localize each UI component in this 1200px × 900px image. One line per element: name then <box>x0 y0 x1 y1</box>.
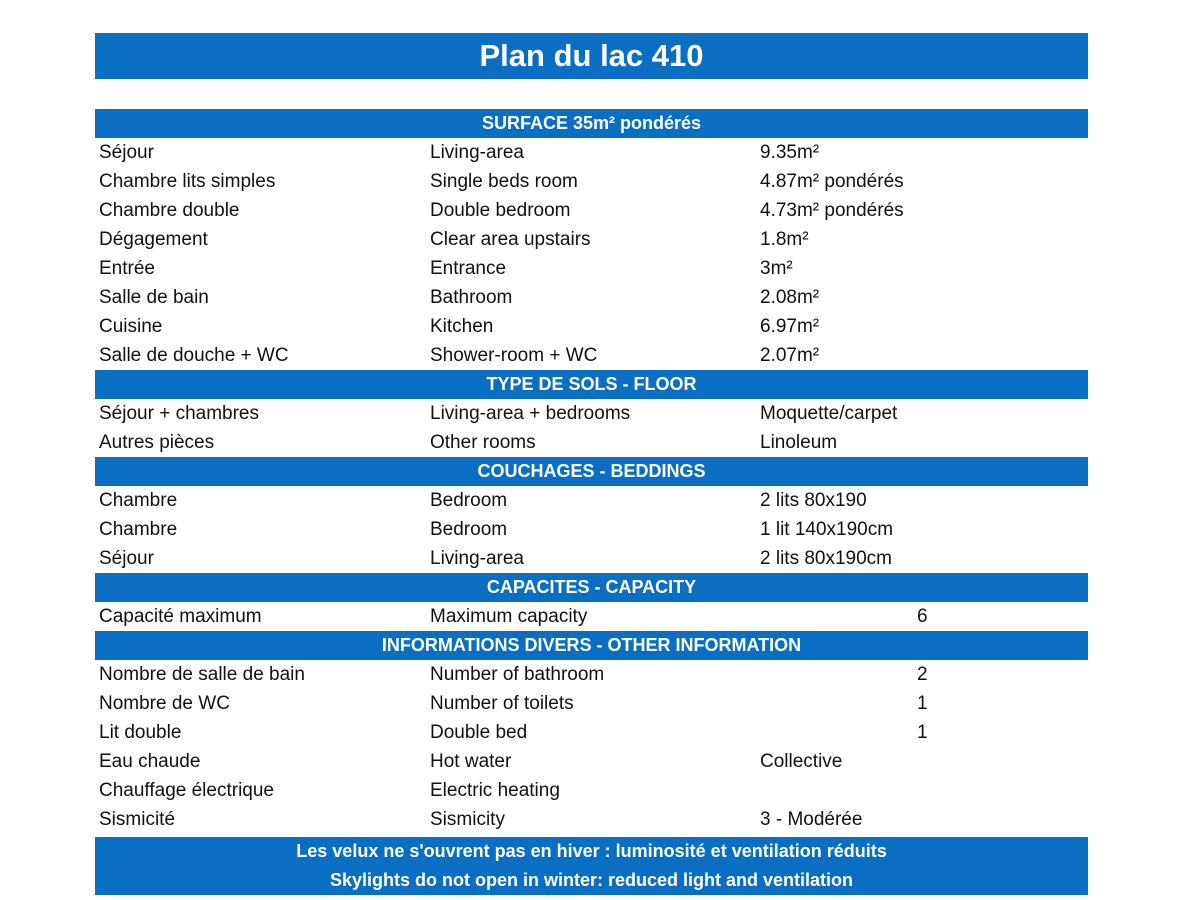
row-number: 1 <box>917 692 928 714</box>
label-en: Entrance <box>430 257 507 279</box>
section-header-surface: SURFACE 35m² pondérés <box>95 109 1088 138</box>
table-row <box>95 747 1088 776</box>
row-value: 1 lit 140x190cm <box>760 518 894 540</box>
label-en: Maximum capacity <box>430 605 588 627</box>
label-fr: Séjour + chambres <box>99 402 259 424</box>
row-value: 4.73m² pondérés <box>760 199 904 221</box>
table-row <box>95 225 1088 254</box>
table-row <box>95 689 1088 718</box>
row-value: 9.35m² <box>760 141 820 163</box>
section-header-capacity: CAPACITES - CAPACITY <box>95 573 1088 602</box>
label-fr: Chambre <box>99 518 178 540</box>
label-en: Number of toilets <box>430 692 574 714</box>
label-en: Living-area <box>430 141 524 163</box>
label-fr: Capacité maximum <box>99 605 262 627</box>
table-row <box>95 399 1088 428</box>
table-row <box>95 196 1088 225</box>
label-fr: Chambre double <box>99 199 240 221</box>
label-en: Electric heating <box>430 779 560 801</box>
label-fr: Séjour <box>99 547 154 569</box>
label-en: Single beds room <box>430 170 578 192</box>
table-row <box>95 312 1088 341</box>
row-value: 2.08m² <box>760 286 820 308</box>
table-row <box>95 138 1088 167</box>
section-header-beddings: COUCHAGES - BEDDINGS <box>95 457 1088 486</box>
label-en: Double bed <box>430 721 528 743</box>
row-value: Linoleum <box>760 431 838 453</box>
row-value: 2 lits 80x190 <box>760 489 867 511</box>
row-number: 2 <box>917 663 928 685</box>
row-number: 1 <box>917 721 928 743</box>
label-fr: Lit double <box>99 721 182 743</box>
label-en: Living-area + bedrooms <box>430 402 631 424</box>
label-fr: Entrée <box>99 257 155 279</box>
label-en: Other rooms <box>430 431 536 453</box>
label-en: Living-area <box>430 547 524 569</box>
table-row <box>95 283 1088 312</box>
label-fr: Chambre <box>99 489 178 511</box>
label-en: Bedroom <box>430 518 508 540</box>
row-value: 3m² <box>760 257 793 279</box>
row-value: 1.8m² <box>760 228 809 250</box>
table-row <box>95 602 1088 631</box>
footer-note-en: Skylights do not open in winter: reduced light and ventilation <box>329 870 854 890</box>
label-fr: Chambre lits simples <box>99 170 276 192</box>
label-en: Hot water <box>430 750 512 772</box>
label-fr: Eau chaude <box>99 750 201 772</box>
row-value: 6.97m² <box>760 315 820 337</box>
label-fr: Nombre de salle de bain <box>99 663 305 685</box>
label-en: Sismicity <box>430 808 505 830</box>
row-value: 4.87m² pondérés <box>760 170 904 192</box>
row-value: 3 - Modérée <box>760 808 863 830</box>
label-fr: Cuisine <box>99 315 163 337</box>
label-fr: Salle de bain <box>99 286 209 308</box>
table-row <box>95 167 1088 196</box>
section-header-other-information: INFORMATIONS DIVERS - OTHER INFORMATION <box>95 631 1088 660</box>
label-fr: Séjour <box>99 141 154 163</box>
table-row <box>95 660 1088 689</box>
section-header-floor: TYPE DE SOLS - FLOOR <box>95 370 1088 399</box>
table-row <box>95 254 1088 283</box>
label-fr: Dégagement <box>99 228 208 250</box>
table-row <box>95 544 1088 573</box>
label-fr: Nombre de WC <box>99 692 230 714</box>
table-row <box>95 805 1088 834</box>
row-value: Collective <box>760 750 843 772</box>
footer-note-fr: Les velux ne s'ouvrent pas en hiver : luminosité et ventilation réduits <box>296 841 887 861</box>
label-en: Number of bathroom <box>430 663 605 685</box>
label-en: Clear area upstairs <box>430 228 591 250</box>
table-row <box>95 718 1088 747</box>
label-fr: Chauffage électrique <box>99 779 274 801</box>
label-fr: Salle de douche + WC <box>99 344 289 366</box>
row-number: 6 <box>917 605 928 627</box>
label-en: Shower-room + WC <box>430 344 598 366</box>
label-fr: Autres pièces <box>99 431 215 453</box>
row-value: 2.07m² <box>760 344 820 366</box>
row-value: Moquette/carpet <box>760 402 898 424</box>
page-title: Plan du lac 410 <box>95 33 1088 79</box>
table-row <box>95 776 1088 805</box>
table-row <box>95 515 1088 544</box>
label-en: Kitchen <box>430 315 494 337</box>
label-en: Double bedroom <box>430 199 571 221</box>
label-fr: Sismicité <box>99 808 176 830</box>
label-en: Bathroom <box>430 286 513 308</box>
table-row <box>95 341 1088 370</box>
info-table <box>95 109 1088 834</box>
table-row <box>95 486 1088 515</box>
footer-notice <box>95 837 1088 895</box>
label-en: Bedroom <box>430 489 508 511</box>
table-row <box>95 428 1088 457</box>
row-value: 2 lits 80x190cm <box>760 547 893 569</box>
